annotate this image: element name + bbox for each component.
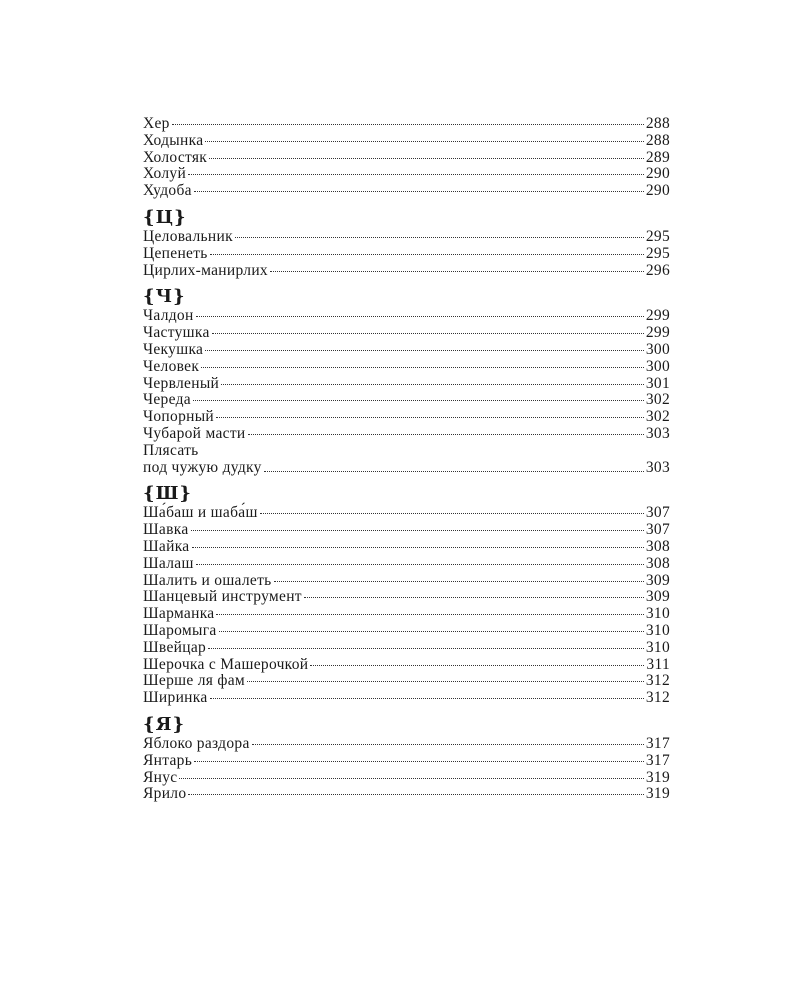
entry-title: Янус <box>143 768 178 786</box>
dot-leader <box>274 581 644 582</box>
entry-page-number: 317 <box>645 734 670 752</box>
entry-title: Яблоко раздора <box>143 734 250 752</box>
entry-title: Целовальник <box>143 227 233 245</box>
entry-title: Цирлих-манирлих <box>143 261 268 279</box>
toc-section <box>143 483 670 707</box>
entry-title: Хер <box>143 115 170 132</box>
entry-page-number: 302 <box>645 408 670 426</box>
toc-entry[interactable] <box>143 786 670 803</box>
toc-entry[interactable] <box>143 150 670 167</box>
toc-entry[interactable] <box>143 246 670 263</box>
entry-page-number: 300 <box>645 357 670 375</box>
entry-page-number: 299 <box>645 307 670 325</box>
entry-title: Ширинка <box>143 689 208 707</box>
toc-entry[interactable] <box>143 116 670 133</box>
dot-leader <box>270 271 644 272</box>
dot-leader <box>252 744 644 745</box>
entry-page-number: 299 <box>645 324 670 342</box>
dot-leader <box>219 631 644 632</box>
entry-title <box>143 443 262 477</box>
entry-title: Шанцевый инструмент <box>143 588 302 606</box>
toc-entry[interactable] <box>143 690 670 707</box>
dot-leader <box>205 350 644 351</box>
toc-entry[interactable] <box>143 308 670 325</box>
toc-entry[interactable] <box>143 443 670 477</box>
entry-page-number: 300 <box>645 340 670 358</box>
entry-title: Чалдон <box>143 307 194 325</box>
dot-leader <box>248 434 644 435</box>
entry-title: Янтарь <box>143 751 193 769</box>
entry-title: Шалить и ошалеть <box>143 571 272 589</box>
entry-title: Ша́баш и шаба́ш <box>143 504 258 522</box>
section-heading: {Ц} <box>143 206 187 228</box>
dot-leader <box>194 761 644 762</box>
entry-page-number: 290 <box>645 182 670 200</box>
entry-page-number: 308 <box>645 554 670 572</box>
entry-page-number: 302 <box>645 391 670 409</box>
table-of-contents <box>143 116 670 803</box>
entry-page-number: 312 <box>645 689 670 707</box>
entry-title: Худоба <box>143 182 192 200</box>
toc-entry[interactable] <box>143 556 670 573</box>
toc-entry[interactable] <box>143 505 670 522</box>
toc-entry[interactable] <box>143 522 670 539</box>
entry-page-number: 290 <box>645 165 670 183</box>
entry-title: Швейцар <box>143 638 207 656</box>
entry-title-line-1: Плясать <box>143 441 199 459</box>
toc-entry[interactable] <box>143 589 670 606</box>
entry-page-number: 310 <box>645 638 670 656</box>
toc-section <box>143 116 670 200</box>
entry-page-number: 303 <box>645 458 670 476</box>
entry-page-number: 319 <box>645 768 670 786</box>
entry-page-number: 307 <box>645 504 670 522</box>
toc-entry[interactable] <box>143 657 670 674</box>
toc-entry[interactable] <box>143 166 670 183</box>
toc-entry[interactable] <box>143 359 670 376</box>
toc-entry[interactable] <box>143 342 670 359</box>
entry-title: Холуй <box>143 165 187 183</box>
dot-leader <box>304 597 644 598</box>
entry-page-number: 303 <box>645 424 670 442</box>
toc-entry[interactable] <box>143 325 670 342</box>
entry-title: Чубарой масти <box>143 424 246 442</box>
toc-entry[interactable] <box>143 753 670 770</box>
toc-entry[interactable] <box>143 229 670 246</box>
entry-title: Шаромыга <box>143 621 217 639</box>
dot-leader <box>210 698 644 699</box>
toc-entry[interactable] <box>143 426 670 443</box>
dot-leader <box>216 417 644 418</box>
entry-title: Ходынка <box>143 131 204 149</box>
dot-leader <box>247 681 644 682</box>
entry-title: Ярило <box>143 785 187 803</box>
toc-section <box>143 207 670 279</box>
entry-title: Чопорный <box>143 408 215 426</box>
dot-leader <box>264 471 644 472</box>
dot-leader <box>208 648 644 649</box>
entry-page-number: 311 <box>646 655 670 673</box>
entry-page-number: 309 <box>645 588 670 606</box>
toc-section <box>143 714 670 803</box>
entry-page-number: 301 <box>645 374 670 392</box>
dot-leader <box>191 530 644 531</box>
toc-entry[interactable] <box>143 736 670 753</box>
dot-leader <box>196 316 644 317</box>
entry-page-number: 312 <box>645 672 670 690</box>
toc-entry[interactable] <box>143 539 670 556</box>
dot-leader <box>205 141 643 142</box>
dot-leader <box>193 400 644 401</box>
dot-leader <box>212 333 644 334</box>
entry-page-number: 319 <box>645 785 670 803</box>
dot-leader <box>188 174 644 175</box>
entry-title: Чекушка <box>143 340 204 358</box>
dot-leader <box>235 237 644 238</box>
entry-title: Шерочка с Машерочкой <box>143 655 309 673</box>
entry-page-number: 296 <box>645 261 670 279</box>
dot-leader <box>310 665 644 666</box>
toc-entry[interactable] <box>143 673 670 690</box>
toc-entry[interactable] <box>143 183 670 200</box>
entry-page-number: 295 <box>645 244 670 262</box>
entry-page-number: 295 <box>645 227 670 245</box>
entry-title: Цепенеть <box>143 244 208 262</box>
entry-title: Шавка <box>143 521 189 539</box>
section-heading: {Я} <box>143 713 186 735</box>
entry-title-line-2: под чужую дудку <box>143 458 262 476</box>
entry-page-number: 288 <box>645 131 670 149</box>
dot-leader <box>210 254 644 255</box>
entry-page-number: 309 <box>645 571 670 589</box>
entry-page-number: 310 <box>645 621 670 639</box>
entry-title: Частушка <box>143 324 210 342</box>
dot-leader <box>192 547 644 548</box>
dot-leader <box>221 384 644 385</box>
dot-leader <box>194 191 644 192</box>
toc-section <box>143 286 670 476</box>
entry-title: Червленый <box>143 374 220 392</box>
toc-entry[interactable] <box>143 392 670 409</box>
entry-title: Шалаш <box>143 554 194 572</box>
dot-leader <box>216 614 643 615</box>
toc-entry[interactable] <box>143 263 670 280</box>
dot-leader <box>209 158 644 159</box>
entry-title: Череда <box>143 391 191 409</box>
dot-leader <box>188 794 643 795</box>
section-heading: {Ч} <box>143 286 186 308</box>
entry-page-number: 307 <box>645 521 670 539</box>
dot-leader <box>201 367 644 368</box>
entry-page-number: 317 <box>645 751 670 769</box>
dot-leader <box>196 564 644 565</box>
dot-leader <box>179 778 643 779</box>
dot-leader <box>172 124 644 125</box>
entry-page-number: 310 <box>645 605 670 623</box>
entry-title: Шарманка <box>143 605 215 623</box>
toc-entry[interactable] <box>143 606 670 623</box>
entry-title: Холостяк <box>143 148 208 166</box>
toc-entry[interactable] <box>143 623 670 640</box>
entry-title: Человек <box>143 357 200 375</box>
toc-entry[interactable] <box>143 409 670 426</box>
entry-page-number: 288 <box>645 115 670 132</box>
entry-title: Шайка <box>143 537 190 555</box>
toc-entry[interactable] <box>143 640 670 657</box>
entry-page-number: 289 <box>645 148 670 166</box>
dot-leader <box>260 513 644 514</box>
section-heading: {Ш} <box>143 483 192 505</box>
entry-page-number: 308 <box>645 537 670 555</box>
toc-entry[interactable] <box>143 573 670 590</box>
entry-title: Шерше ля фам <box>143 672 246 690</box>
toc-entry[interactable] <box>143 376 670 393</box>
toc-entry[interactable] <box>143 770 670 787</box>
toc-entry[interactable] <box>143 133 670 150</box>
